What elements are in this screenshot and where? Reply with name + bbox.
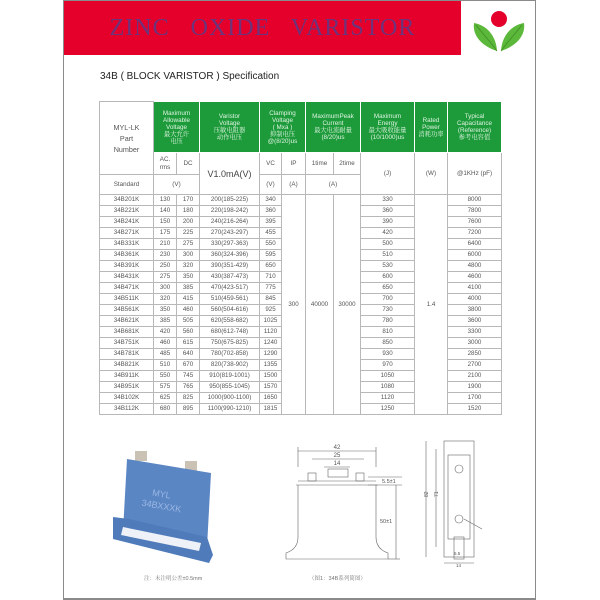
cell-dc-voltage: 670 <box>177 360 200 371</box>
subheader-row-1 <box>100 153 502 175</box>
subheader-v1ma: V1.0mA(V) <box>200 153 260 195</box>
cell-ac-voltage: 300 <box>154 283 177 294</box>
cell-ac-voltage: 485 <box>154 349 177 360</box>
cell-energy: 1120 <box>361 393 415 404</box>
cell-varistor-voltage: 620(558-682) <box>200 316 260 327</box>
cell-capacitance: 7600 <box>448 217 502 228</box>
datasheet-page <box>63 0 536 600</box>
cell-capacitance: 7800 <box>448 206 502 217</box>
cell-clamping-voltage: 775 <box>260 283 282 294</box>
cell-dc-voltage: 505 <box>177 316 200 327</box>
cell-capacitance: 2700 <box>448 360 502 371</box>
cell-dc-voltage: 300 <box>177 250 200 261</box>
dim-side-inner: 71 <box>434 491 440 497</box>
cell-clamping-voltage: 710 <box>260 272 282 283</box>
cell-energy: 1080 <box>361 382 415 393</box>
header-varistor-voltage <box>200 102 260 153</box>
cell-energy: 1250 <box>361 404 415 415</box>
cell-energy: 730 <box>361 305 415 316</box>
cell-varistor-voltage: 820(738-902) <box>200 360 260 371</box>
cell-capacitance: 4800 <box>448 261 502 272</box>
header-row <box>100 102 502 153</box>
leaf-flower-logo-icon <box>464 7 534 53</box>
cell-energy: 390 <box>361 217 415 228</box>
terminal-left-icon <box>135 451 147 461</box>
header-line: Varistor <box>218 113 241 120</box>
cell-dc-voltage: 460 <box>177 305 200 316</box>
cell-ac-voltage: 275 <box>154 272 177 283</box>
cell-part-number: 34B911K <box>100 371 154 382</box>
header-max-voltage <box>154 102 200 153</box>
cell-dc-voltage: 615 <box>177 338 200 349</box>
cell-varistor-voltage: 430(387-473) <box>200 272 260 283</box>
subheader-standard: Standard <box>100 175 154 195</box>
cell-dc-voltage: 560 <box>177 327 200 338</box>
cell-part-number: 34B471K <box>100 283 154 294</box>
cell-varistor-voltage: 510(459-561) <box>200 294 260 305</box>
dim-width-inner: 14 <box>333 461 341 467</box>
cell-varistor-voltage: 390(351-429) <box>200 261 260 272</box>
cell-varistor-voltage: 1100(990-1210) <box>200 404 260 415</box>
cell-energy: 700 <box>361 294 415 305</box>
cell-clamping-voltage: 395 <box>260 217 282 228</box>
dim-terminal: 5.5±1 <box>382 479 396 485</box>
header-line: Number <box>113 144 140 154</box>
header-line: MaximumPeak <box>312 113 354 120</box>
cell-ac-voltage: 320 <box>154 294 177 305</box>
header-part-number <box>100 102 154 175</box>
cell-capacitance: 2850 <box>448 349 502 360</box>
dimension-drawing <box>284 437 484 567</box>
cell-part-number: 34B361K <box>100 250 154 261</box>
cell-part-number: 34B431K <box>100 272 154 283</box>
cell-capacitance: 1520 <box>448 404 502 415</box>
cell-energy: 780 <box>361 316 415 327</box>
cell-ac-voltage: 130 <box>154 195 177 206</box>
cell-varistor-voltage: 780(702-858) <box>200 349 260 360</box>
cell-ac-voltage: 550 <box>154 371 177 382</box>
cell-varistor-voltage: 470(423-517) <box>200 283 260 294</box>
cell-capacitance: 4600 <box>448 272 502 283</box>
subheader-unit-cap: @1KHz (pF) <box>448 153 502 195</box>
cell-capacitance: 2100 <box>448 371 502 382</box>
header-line: Voltage <box>271 116 293 124</box>
cell-ac-voltage: 680 <box>154 404 177 415</box>
cell-clamping-voltage: 340 <box>260 195 282 206</box>
header-line: 电压 <box>170 137 183 145</box>
cell-energy: 970 <box>361 360 415 371</box>
dim-width-mid: 25 <box>333 453 341 459</box>
header-line: Capacitance <box>456 120 492 127</box>
dim-width-outer: 42 <box>333 445 341 451</box>
cell-part-number: 34B331K <box>100 239 154 250</box>
header-line: 动作电压 <box>216 134 243 141</box>
photo-label-line1: MYL <box>151 487 172 501</box>
cell-capacitance: 8000 <box>448 195 502 206</box>
cell-dc-voltage: 415 <box>177 294 200 305</box>
header-line: Maximum <box>373 113 402 120</box>
cell-energy: 330 <box>361 195 415 206</box>
cell-dc-voltage: 200 <box>177 217 200 228</box>
cell-energy: 360 <box>361 206 415 217</box>
subheader-unit-v: (V) <box>154 175 200 195</box>
header-peak-current <box>306 102 361 153</box>
cell-varistor-voltage: 360(324-396) <box>200 250 260 261</box>
cell-dc-voltage: 745 <box>177 371 200 382</box>
cell-ac-voltage: 230 <box>154 250 177 261</box>
header-line: Clamping <box>269 109 296 117</box>
cell-part-number: 34B781K <box>100 349 154 360</box>
cell-energy: 600 <box>361 272 415 283</box>
cell-clamping-voltage: 1290 <box>260 349 282 360</box>
cell-part-number: 34B241K <box>100 217 154 228</box>
subheader-ac: AC. rms <box>154 153 177 175</box>
header-rated-power <box>415 102 448 153</box>
header-line: 抑制电压 <box>269 130 296 138</box>
subheader-vc: VC <box>260 153 282 175</box>
header-capacitance <box>448 102 502 153</box>
dim-slot: 6.5 <box>454 551 461 556</box>
cell-power-shared: 1.4 <box>415 195 448 415</box>
cell-clamping-voltage: 650 <box>260 261 282 272</box>
header-line: 最大允许 <box>163 130 190 138</box>
cell-varistor-voltage: 220(198-242) <box>200 206 260 217</box>
cell-ac-voltage: 420 <box>154 327 177 338</box>
header-line: MYL-LK <box>113 122 140 132</box>
subheader-unit-ip: (A) <box>282 175 306 195</box>
cell-varistor-voltage: 680(612-748) <box>200 327 260 338</box>
cell-ac-voltage: 350 <box>154 305 177 316</box>
photo-label-line2: 34BXXXK <box>140 497 183 515</box>
cell-capacitance: 3800 <box>448 305 502 316</box>
dim-side-outer: 82 <box>424 491 430 497</box>
header-line: Typical <box>464 113 485 120</box>
cell-clamping-voltage: 925 <box>260 305 282 316</box>
cell-capacitance: 3300 <box>448 327 502 338</box>
spec-title: 34B ( BLOCK VARISTOR ) Specification <box>100 71 280 82</box>
header-line: Voltage <box>165 123 187 131</box>
cell-clamping-voltage: 1355 <box>260 360 282 371</box>
spec-table <box>99 101 502 415</box>
cell-ac-voltage: 175 <box>154 228 177 239</box>
cell-capacitance: 7200 <box>448 228 502 239</box>
cell-dc-voltage: 275 <box>177 239 200 250</box>
cell-part-number: 34B391K <box>100 261 154 272</box>
header-max-energy <box>361 102 415 153</box>
cell-part-number: 34B821K <box>100 360 154 371</box>
tolerance-note: 注：未注明公差±0.5mm <box>144 576 203 582</box>
header-line: (10/1000)us <box>370 134 405 141</box>
cell-clamping-voltage: 1025 <box>260 316 282 327</box>
cell-part-number: 34B751K <box>100 338 154 349</box>
cell-clamping-voltage: 1120 <box>260 327 282 338</box>
cell-clamping-voltage: 595 <box>260 250 282 261</box>
cell-part-number: 34B221K <box>100 206 154 217</box>
cell-clamping-voltage: 1650 <box>260 393 282 404</box>
header-line: (Reference) <box>457 127 492 134</box>
cell-varistor-voltage: 1000(900-1100) <box>200 393 260 404</box>
cell-part-number: 34B511K <box>100 294 154 305</box>
cell-clamping-voltage: 845 <box>260 294 282 305</box>
figure-caption: （图1：34B系列简图） <box>309 576 366 582</box>
header-clamping-voltage <box>260 102 306 153</box>
cell-capacitance: 6000 <box>448 250 502 261</box>
subheader-unit-j: (J) <box>361 153 415 195</box>
header-line: 消耗功率 <box>418 130 444 138</box>
banner-title: ZINC OXIDE VARISTOR <box>109 14 416 41</box>
cell-dc-voltage: 640 <box>177 349 200 360</box>
cell-dc-voltage: 765 <box>177 382 200 393</box>
cell-clamping-voltage: 360 <box>260 206 282 217</box>
header-line: @(8/20)us <box>267 137 298 145</box>
cell-capacitance: 3600 <box>448 316 502 327</box>
cell-clamping-voltage: 1570 <box>260 382 282 393</box>
cell-ac-voltage: 250 <box>154 261 177 272</box>
varistor-photo <box>99 447 239 567</box>
header-line: Voltage <box>218 120 240 127</box>
cell-part-number: 34B621K <box>100 316 154 327</box>
header-line: Current <box>322 120 344 127</box>
dim-side-width: 14 <box>456 563 462 567</box>
cell-clamping-voltage: 550 <box>260 239 282 250</box>
cell-dc-voltage: 385 <box>177 283 200 294</box>
header-line: Allowable <box>163 116 190 124</box>
cell-ac-voltage: 460 <box>154 338 177 349</box>
cell-energy: 650 <box>361 283 415 294</box>
cell-varistor-voltage: 240(216-264) <box>200 217 260 228</box>
cell-capacitance: 4000 <box>448 294 502 305</box>
cell-varistor-voltage: 330(297-363) <box>200 239 260 250</box>
subheader-1time: 1time <box>306 153 334 175</box>
subheader-unit-vc: (V) <box>260 175 282 195</box>
header-line: 参考电容值 <box>458 134 491 141</box>
header-line: 压敏电阻器 <box>213 127 246 134</box>
subheader-2time: 2time <box>334 153 361 175</box>
cell-dc-voltage: 825 <box>177 393 200 404</box>
header-line: 最大电流耐量 <box>314 127 352 134</box>
cell-ac-voltage: 210 <box>154 239 177 250</box>
header-line: Energy <box>377 120 398 127</box>
cell-clamping-voltage: 1815 <box>260 404 282 415</box>
cell-energy: 420 <box>361 228 415 239</box>
header-line: (8/20)us <box>321 134 345 141</box>
header-line: ( Mxa ) <box>272 123 293 131</box>
cell-energy: 850 <box>361 338 415 349</box>
cell-dc-voltage: 225 <box>177 228 200 239</box>
header-line: Maximum <box>162 109 191 117</box>
cell-dc-voltage: 350 <box>177 272 200 283</box>
cell-part-number: 34B201K <box>100 195 154 206</box>
cell-varistor-voltage: 750(675-825) <box>200 338 260 349</box>
header-line: Part <box>119 133 134 143</box>
subheader-ip: IP <box>282 153 306 175</box>
cell-part-number: 34B561K <box>100 305 154 316</box>
cell-ac-voltage: 140 <box>154 206 177 217</box>
cell-capacitance: 3000 <box>448 338 502 349</box>
cell-part-number: 34B271K <box>100 228 154 239</box>
title-banner <box>64 1 461 55</box>
subheader-unit-w: (W) <box>415 153 448 195</box>
cell-energy: 500 <box>361 239 415 250</box>
cell-dc-voltage: 170 <box>177 195 200 206</box>
cell-energy: 1050 <box>361 371 415 382</box>
cell-part-number: 34B951K <box>100 382 154 393</box>
cell-1time-shared: 40000 <box>306 195 334 415</box>
cell-part-number: 34B102K <box>100 393 154 404</box>
cell-capacitance: 6400 <box>448 239 502 250</box>
cell-2time-shared: 30000 <box>334 195 361 415</box>
cell-ip-shared: 300 <box>282 195 306 415</box>
cell-varistor-voltage: 270(243-297) <box>200 228 260 239</box>
cell-clamping-voltage: 1240 <box>260 338 282 349</box>
cell-energy: 810 <box>361 327 415 338</box>
cell-varistor-voltage: 910(819-1001) <box>200 371 260 382</box>
cell-ac-voltage: 150 <box>154 217 177 228</box>
cell-varistor-voltage: 560(504-616) <box>200 305 260 316</box>
cell-capacitance: 4100 <box>448 283 502 294</box>
cell-varistor-voltage: 950(855-1045) <box>200 382 260 393</box>
header-line: 最大吸收能量 <box>368 127 407 134</box>
cell-ac-voltage: 385 <box>154 316 177 327</box>
cell-ac-voltage: 625 <box>154 393 177 404</box>
cell-ac-voltage: 510 <box>154 360 177 371</box>
cell-energy: 930 <box>361 349 415 360</box>
subheader-unit-a: (A) <box>306 175 361 195</box>
subheader-dc: DC <box>177 153 200 175</box>
cell-dc-voltage: 320 <box>177 261 200 272</box>
cell-dc-voltage: 895 <box>177 404 200 415</box>
cell-capacitance: 1900 <box>448 382 502 393</box>
cell-energy: 510 <box>361 250 415 261</box>
cell-ac-voltage: 575 <box>154 382 177 393</box>
cell-part-number: 34B681K <box>100 327 154 338</box>
cell-clamping-voltage: 1500 <box>260 371 282 382</box>
cell-clamping-voltage: 455 <box>260 228 282 239</box>
dim-height: 50±1 <box>380 519 393 525</box>
header-line: Rated <box>422 116 440 124</box>
header-line: Power <box>422 123 440 131</box>
table-row <box>100 195 502 206</box>
cell-varistor-voltage: 200(185-225) <box>200 195 260 206</box>
cell-energy: 530 <box>361 261 415 272</box>
cell-part-number: 34B112K <box>100 404 154 415</box>
cell-dc-voltage: 180 <box>177 206 200 217</box>
cell-capacitance: 1700 <box>448 393 502 404</box>
